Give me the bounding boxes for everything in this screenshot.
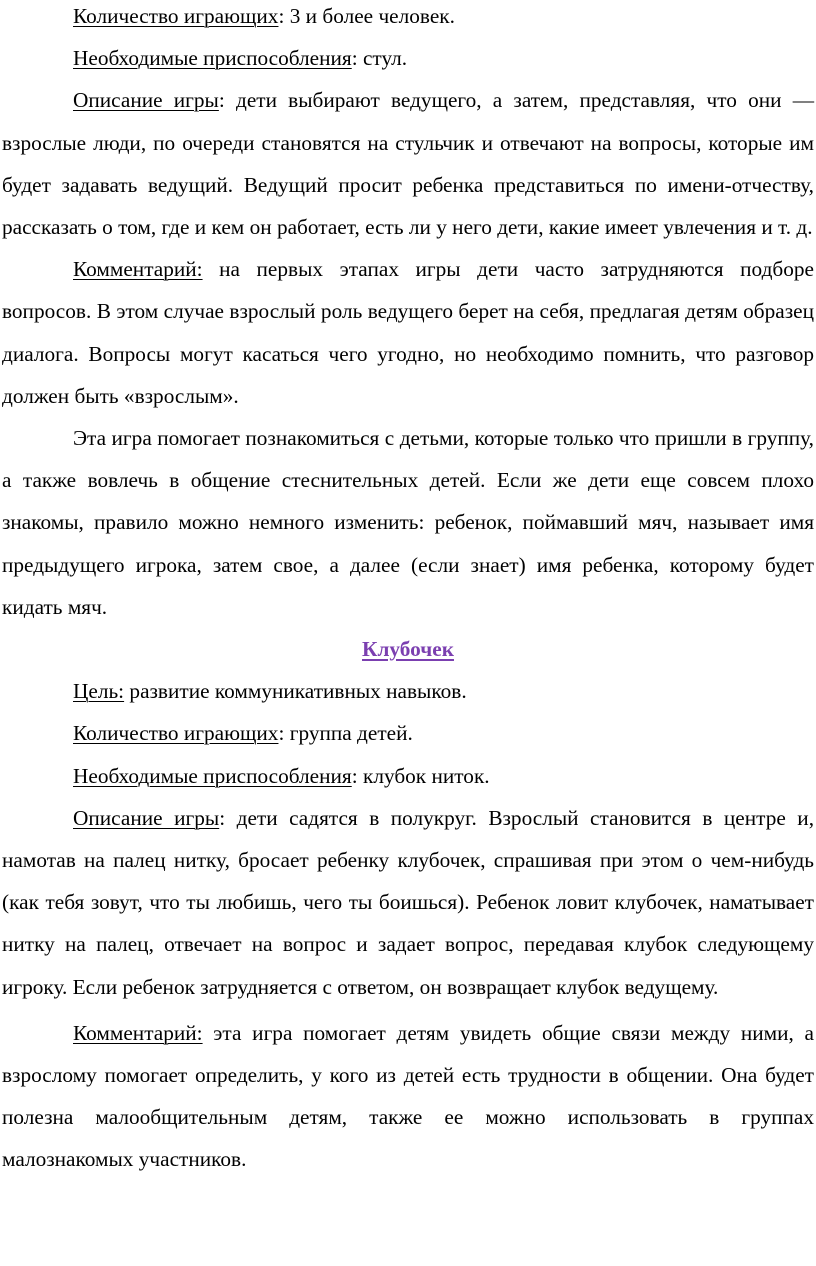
goal-text: развитие коммуникативных навыков. (124, 679, 467, 704)
comment-paragraph (2, 248, 814, 417)
description-text: : дети выбирают ведущего, а затем, представляя, что они — взрослые люди, по очереди становятся на стульчик и отвечают на вопросы, которые им будет задавать ведущий. Ведущий просит ребенка представиться по имени-отчеству, рассказать о том, где и кем он работает, есть ли у него дети, какие имеет увлечения и т. д. (2, 88, 815, 240)
players-label-2: Количество играющих (73, 721, 279, 746)
equipment-label: Необходимые приспособления (73, 46, 352, 71)
players-paragraph (2, 0, 814, 37)
goal-label: Цель: (73, 679, 125, 704)
comment-paragraph-2 (2, 1012, 814, 1181)
goal-paragraph (2, 670, 814, 712)
comment-text: на первых этапах игры дети часто затрудняются подборе вопросов. В этом случае взрослый роль ведущего берет на себя, предлагая детям образец диалога. Вопросы могут касаться чего угодно, но необходимо помнить, что разговор должен быть «взрослым». (2, 257, 814, 408)
players-text: : 3 и более человек. (278, 4, 455, 28)
extra-paragraph: Эта игра помогает познакомиться с детьми, которые только что пришли в группу, а также вовлечь в общение стеснительных детей. Если же дети еще совсем плохо знакомы, правило можно немного изменить: ребенок, поймавший мяч, называет имя предыдущего игрока, затем свое, а далее (если знает) имя ребенка, которому будет кидать мяч. (2, 426, 814, 619)
players-text-2: : группа детей. (278, 721, 413, 746)
description-paragraph-2 (2, 797, 814, 1008)
description-paragraph (2, 79, 814, 248)
description-label-2: Описание игры (73, 805, 220, 830)
equipment-paragraph (2, 37, 814, 79)
description-label: Описание игры (73, 88, 219, 113)
equipment-paragraph-2 (2, 755, 814, 797)
comment-label: Комментарий: (73, 257, 203, 282)
description-text-2: : дети садятся в полукруг. Взрослый становится в центре и, намотав на палец нитку, бросает ребенку клубочек, спрашивая при этом о чем-нибудь (как тебя зовут, что ты любишь, чего ты боишься). Ребенок ловит клубочек, наматывает нитку на палец, отвечает на вопрос и задает вопрос, передавая клубок следующему игроку. Если ребенок затрудняется с ответом, он возвращает клубок ведущему. (2, 805, 815, 999)
section-title (2, 628, 814, 670)
equipment-text-2: : клубок ниток. (351, 763, 490, 788)
players-label: Количество играющих (73, 4, 279, 28)
players-paragraph-2 (2, 712, 814, 754)
equipment-text: : стул. (351, 46, 408, 71)
equipment-label-2: Необходимые приспособления (73, 763, 352, 788)
section-title-link[interactable]: Клубочек (362, 637, 454, 662)
comment-text-2: эта игра помогает детям увидеть общие связи между ними, а взрослому помогает определить, у кого из детей есть трудности в общении. Она будет полезна малообщительным детям, также ее можно использовать в группах малознакомых участников. (2, 1020, 814, 1172)
comment-label-2: Комментарий: (73, 1020, 203, 1045)
